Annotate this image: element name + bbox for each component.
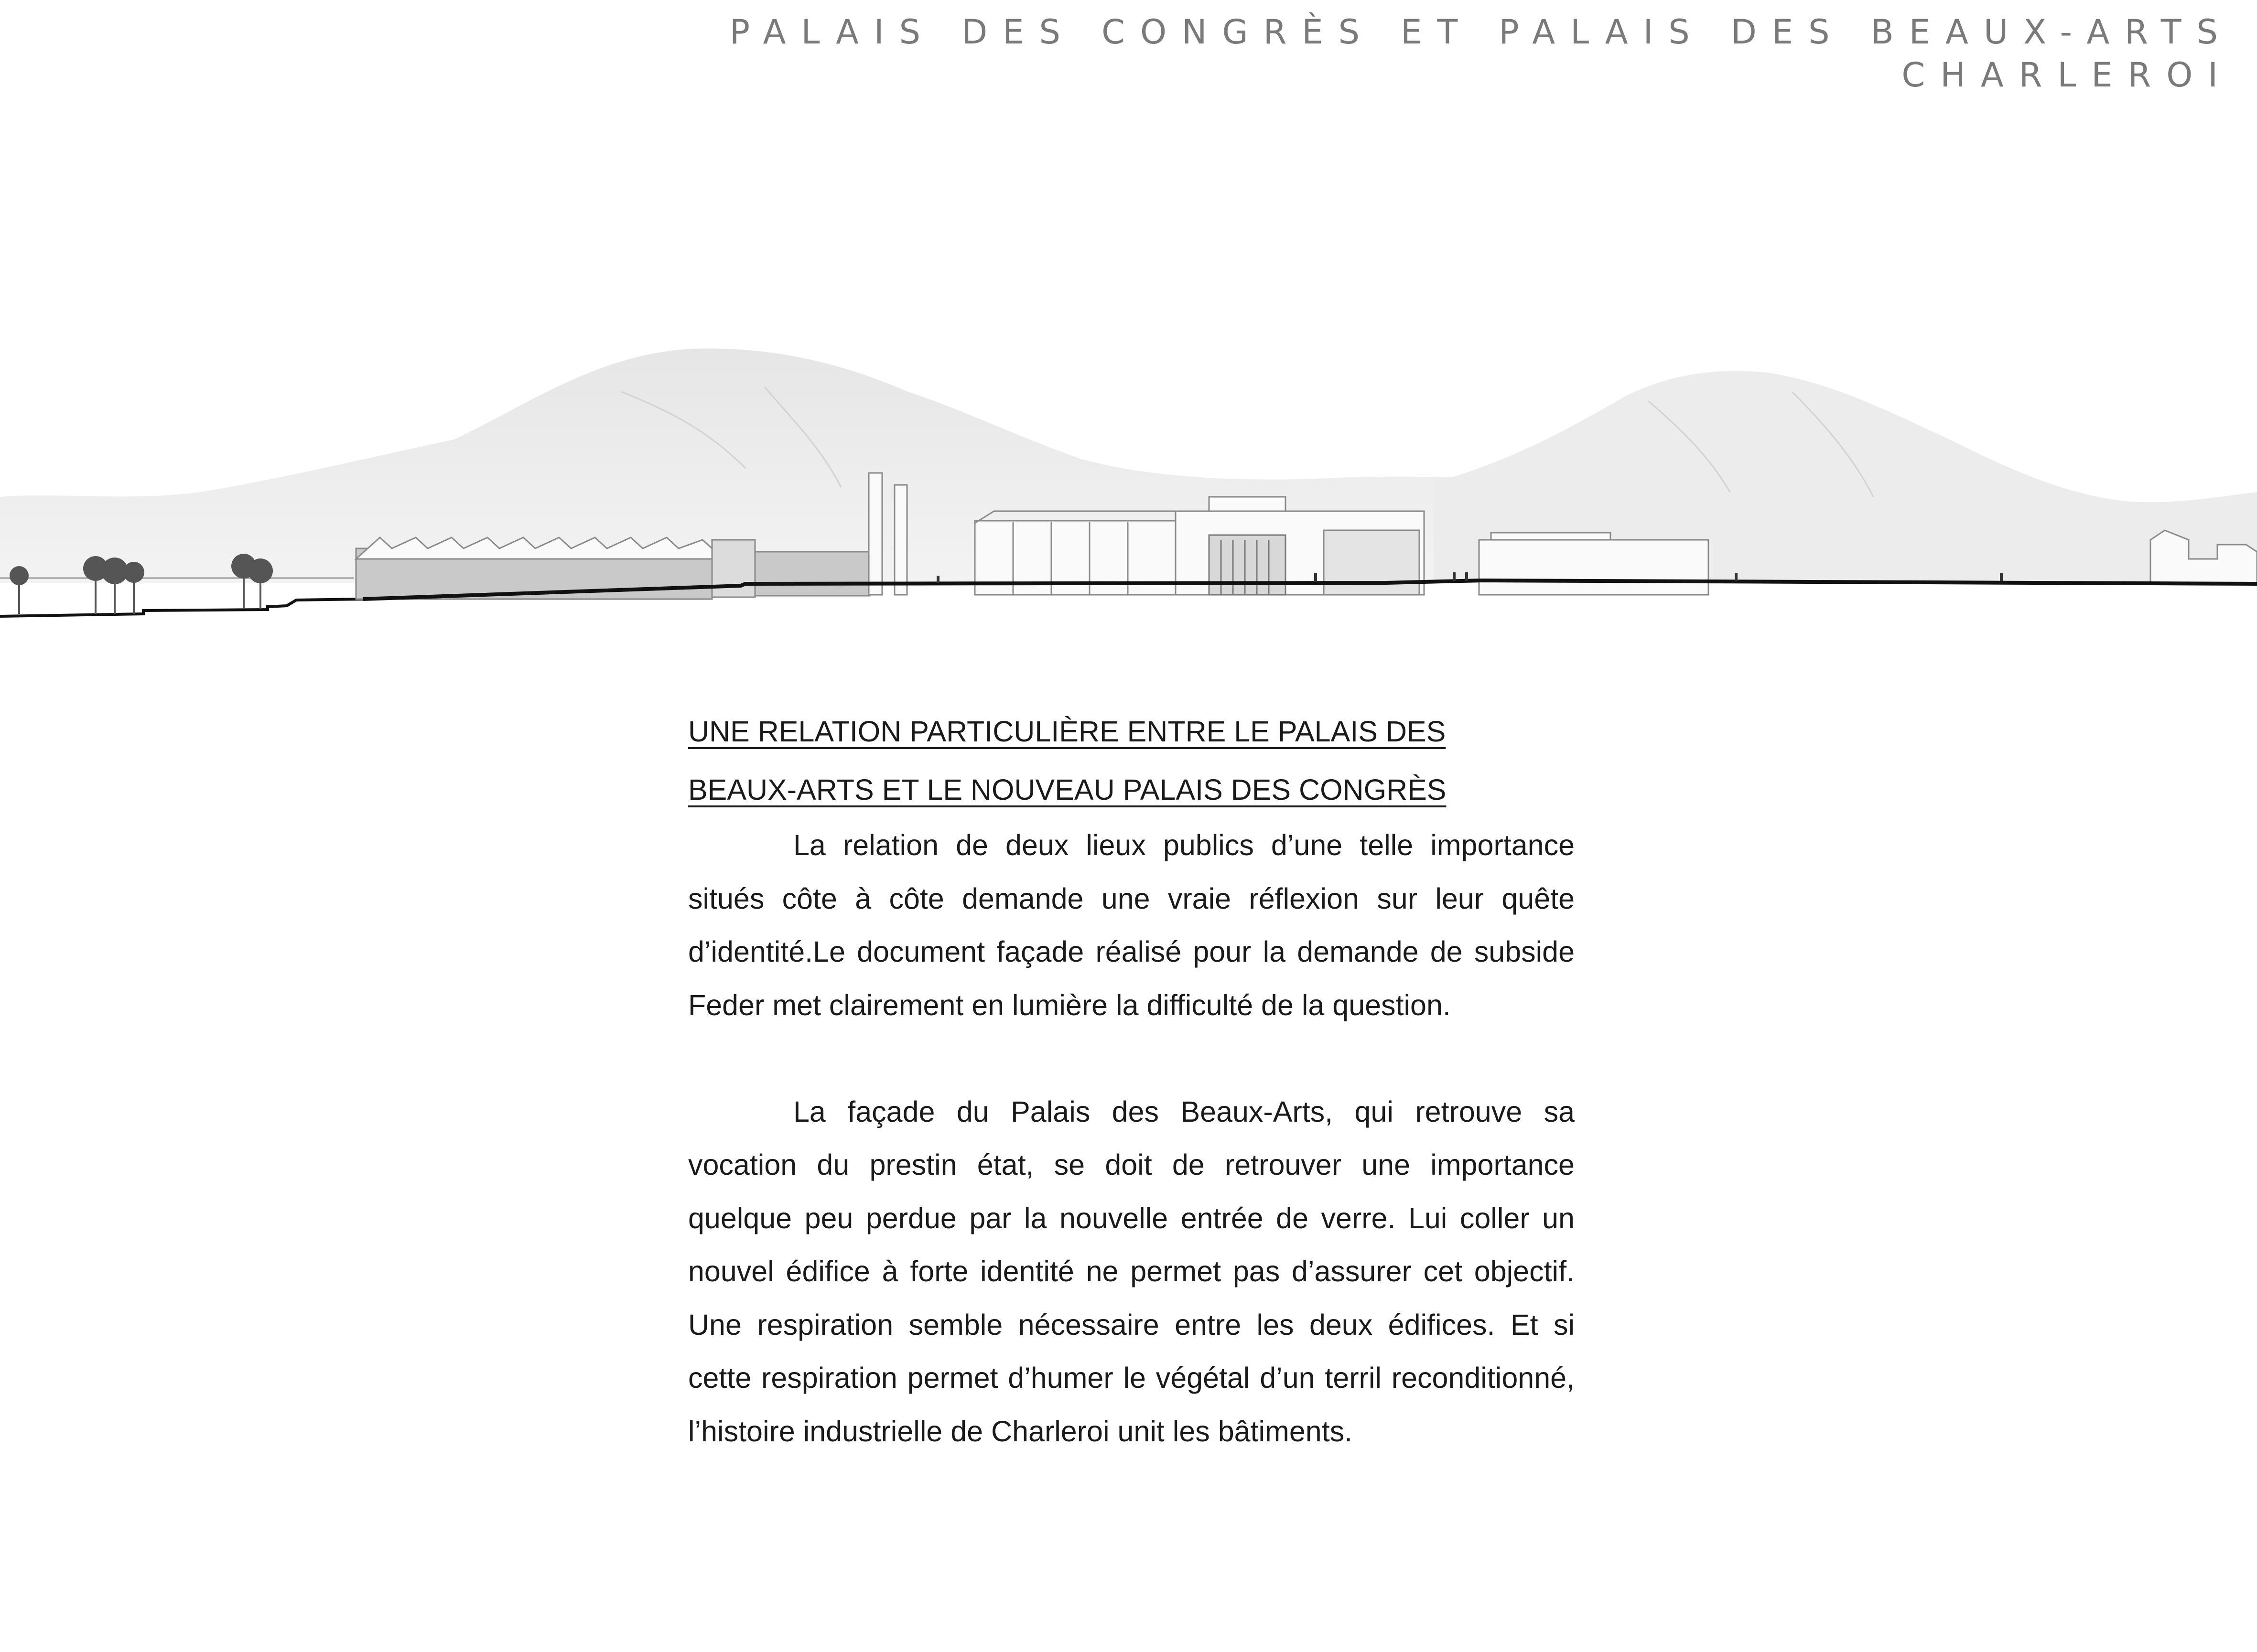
article-body [688,702,1575,1458]
paragraph-gap [688,1032,1575,1085]
heading-line-2: BEAUX-ARTS ET LE NOUVEAU PALAIS DES CONGRÈS [688,773,1447,806]
heading-line-1: UNE RELATION PARTICULIÈRE ENTRE LE PALAIS DES [688,715,1446,748]
glass-entrance [1324,530,1419,595]
article-heading [688,702,1575,819]
page-title [729,11,2233,97]
exhibition-building [1479,540,1708,595]
left-terrace-ground [0,599,363,616]
paragraph-2: La façade du Palais des Beaux-Arts, qui retrouve sa vocation du prestin état, se doit de retrouver une importance quelque peu perdue par la nouvelle entrée de verre. Lui coller un nouvel édifice à forte identité ne permet pas d’assurer cet objectif. Une respiration semble nécessaire entre les deux édifices. Et si cette respiration permet d’humer le végétal d’un terril reconditionné, l’histoire industrielle de Charleroi unit les bâtiments. [688,1095,1575,1448]
paragraph-1: La relation de deux lieux publics d’une telle importance situés côte à côte demande une vraie réflexion sur leur quête d’identité.Le document façade réalisé pour la demande de subside Feder met clairement en lumière la difficulté de la question. [688,829,1575,1021]
site-elevation-drawing [0,334,2257,640]
title-line-1: PALAIS DES CONGRÈS ET PALAIS DES BEAUX-ARTS [729,12,2233,52]
low-building [755,552,870,596]
title-line-2: CHARLEROI [1901,55,2233,95]
chimney-1 [869,473,882,595]
chimney-2 [895,485,907,595]
annex-block [712,540,755,597]
